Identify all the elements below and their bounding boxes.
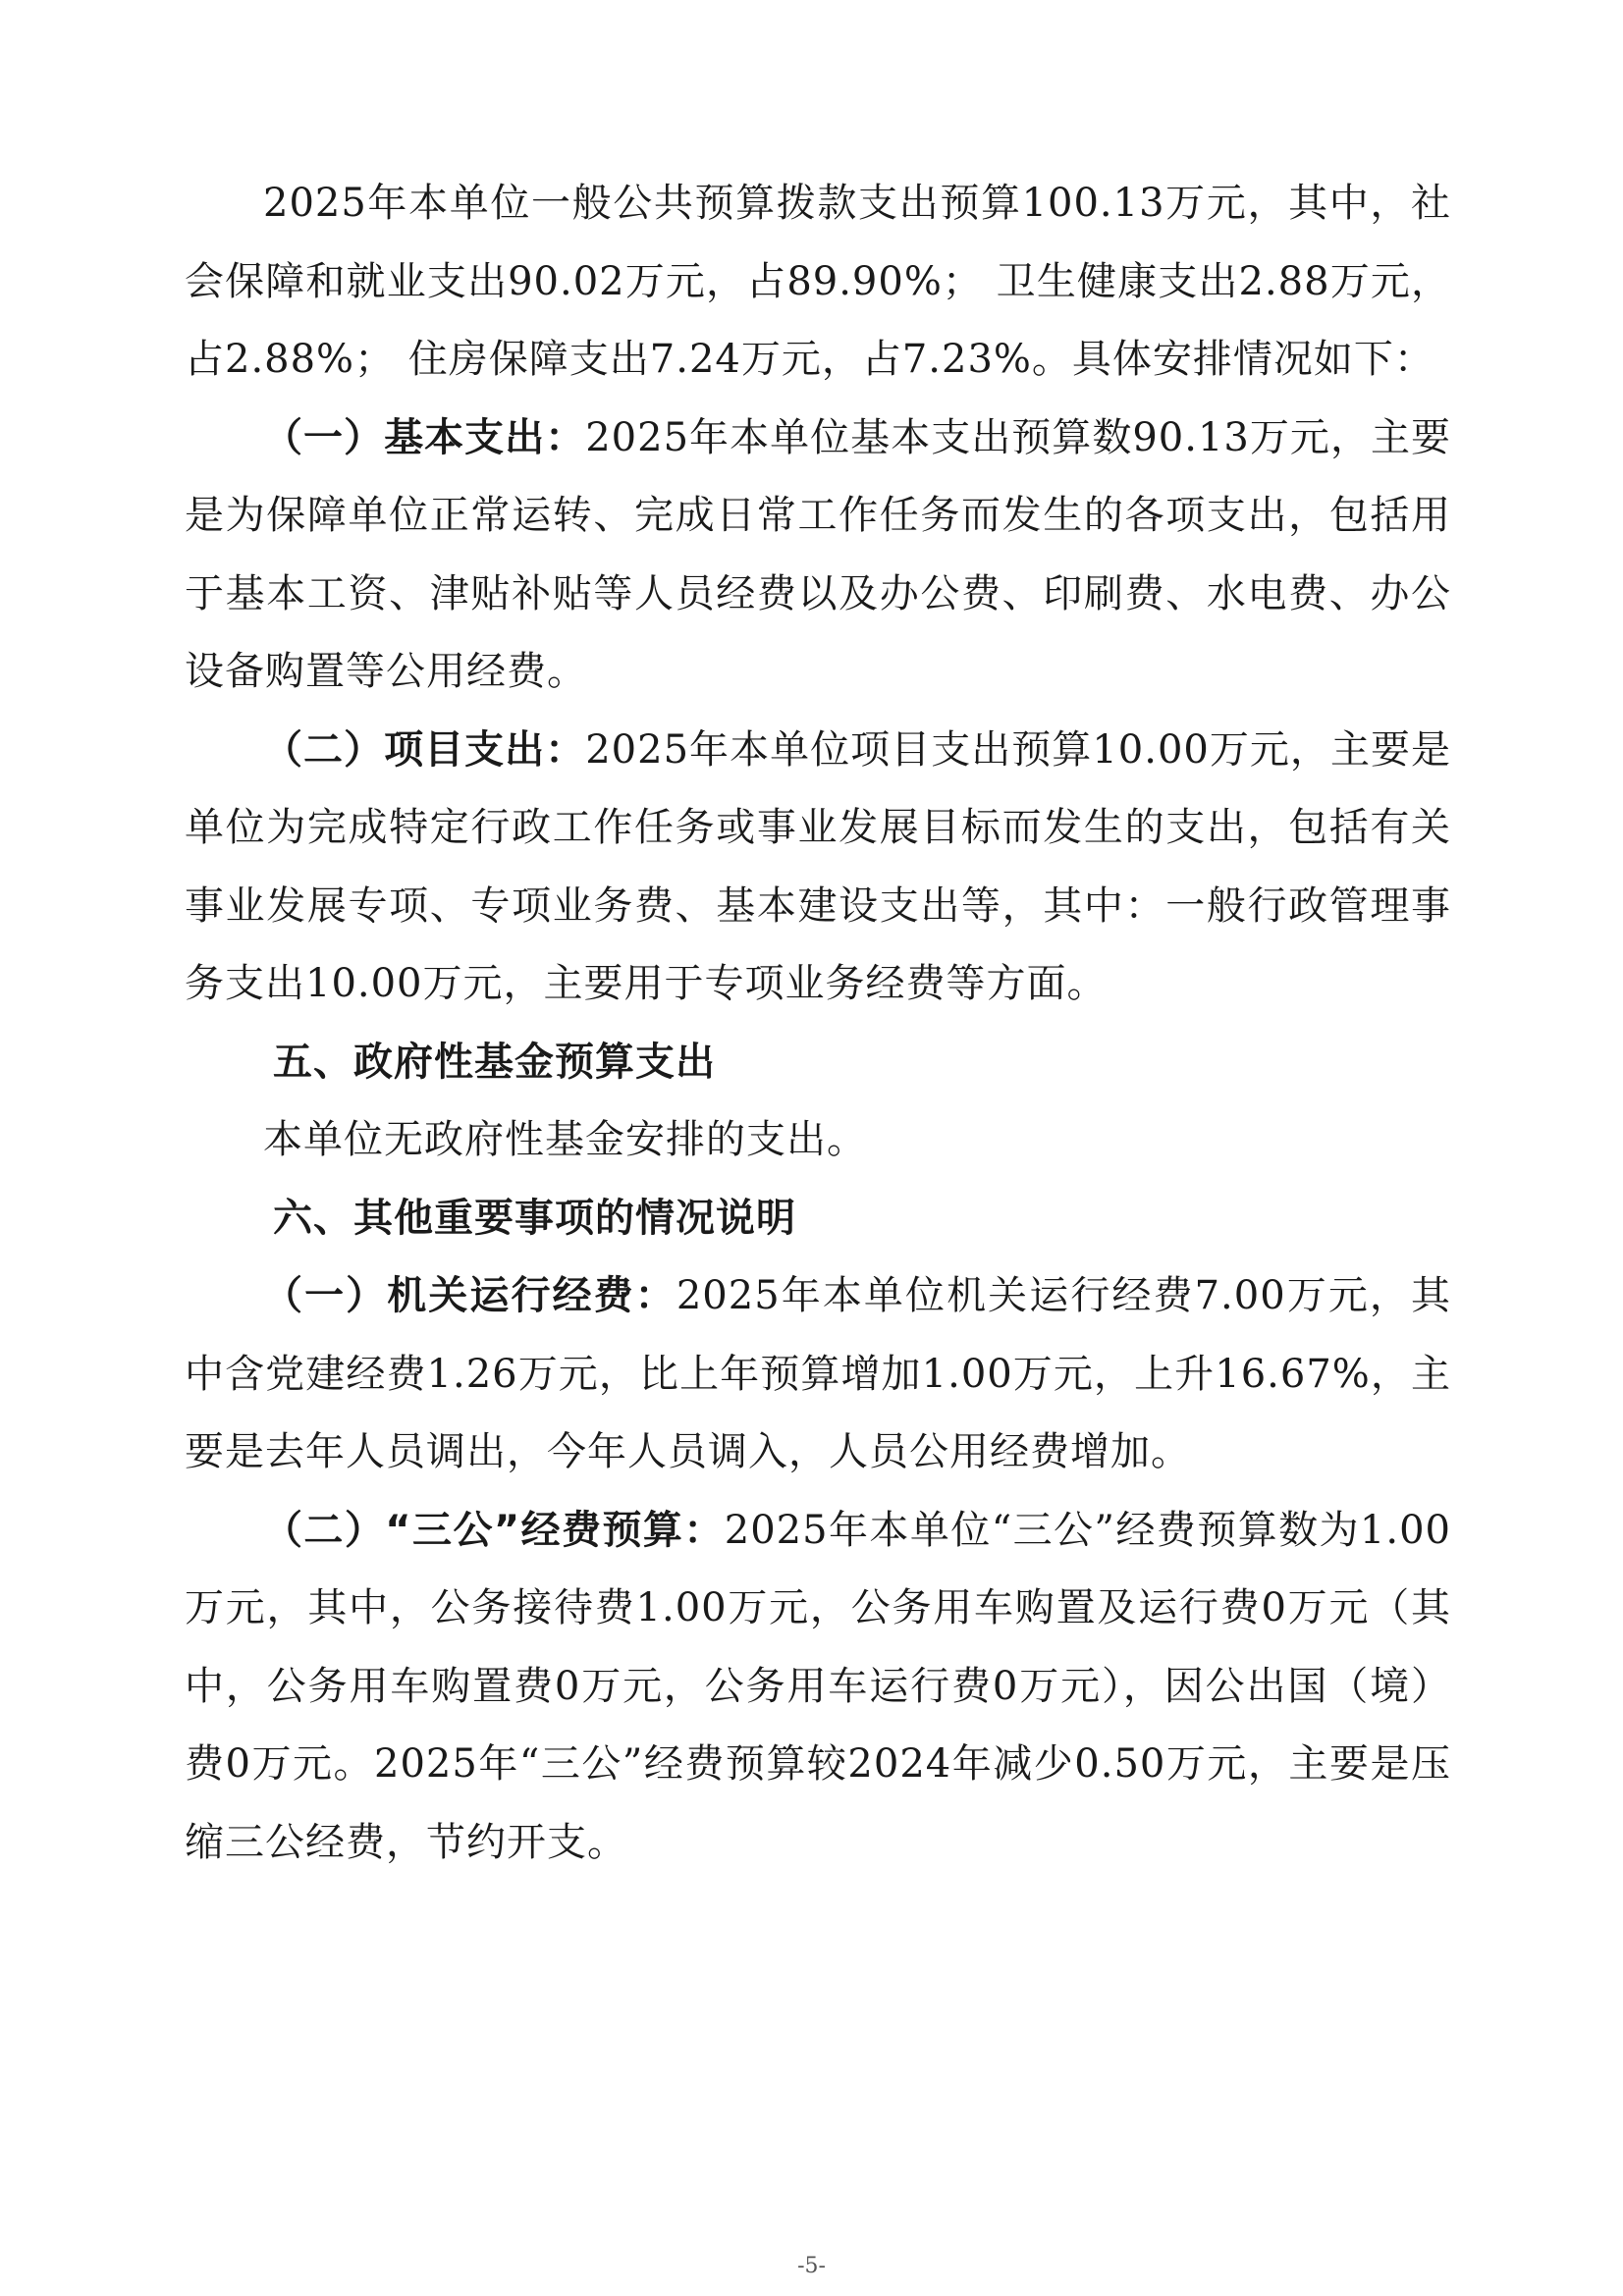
paragraph-three-public-funds	[185, 1492, 1451, 1883]
government-fund-text: 本单位无政府性基金安排的支出。	[263, 1117, 867, 1162]
three-public-funds-text: 2025年本单位“三公”经费预算数为1.00万元，其中，公务接待费1.00万元，公务用车购置及运行费0万元（其中，公务用车购置费0万元，公务用车运行费0万元），因公出国（境）费0万元。2025年“三公”经费预算较2024年减少0.50万元，主要是压缩三公经费，节约开支。	[185, 1507, 1451, 1865]
paragraph-project-expenditure	[185, 712, 1451, 1024]
page-number: -5-	[797, 2254, 826, 2278]
project-expenditure-heading: （二）项目支出：	[263, 726, 586, 773]
budget-summary-text: 2025年本单位一般公共预算拨款支出预算100.13万元，其中，社会保障和就业支出90.02万元，占89.90%； 卫生健康支出2.88万元，占2.88%； 住房保障支出7.24万元，占7.23%。具体安排情况如下：	[185, 181, 1451, 382]
operating-funds-text: 2025年本单位机关运行经费7.00万元，其中含党建经费1.26万元，比上年预算增加1.00万元，上升16.67%，主要是去年人员调出，今年人员调入，人员公用经费增加。	[185, 1273, 1452, 1474]
section-heading-government-fund: 五、政府性基金预算支出	[273, 1039, 716, 1085]
paragraph-operating-funds	[185, 1257, 1451, 1492]
project-expenditure-text: 2025年本单位项目支出预算10.00万元，主要是单位为完成特定行政工作任务或事业发展目标而发生的支出，包括有关事业发展专项、专项业务费、基本建设支出等，其中：一般行政管理事务支出10.00万元，主要用于专项业务经费等方面。	[185, 726, 1452, 1006]
document-body	[185, 165, 1451, 1882]
three-public-funds-heading: （二）“三公”经费预算：	[263, 1507, 725, 1553]
paragraph-basic-expenditure	[185, 400, 1451, 712]
paragraph-budget-summary	[185, 165, 1451, 400]
operating-funds-heading: （一）机关运行经费：	[263, 1273, 676, 1318]
basic-expenditure-text: 2025年本单位基本支出预算数90.13万元，主要是为保障单位正常运转、完成日常工作任务而发生的各项支出，包括用于基本工资、津贴补贴等人员经费以及办公费、印刷费、水电费、办公设备购置等公用经费。	[185, 414, 1452, 694]
basic-expenditure-heading: （一）基本支出：	[263, 414, 586, 460]
paragraph-government-fund	[185, 1101, 1451, 1180]
section-heading-other-matters: 六、其他重要事项的情况说明	[273, 1195, 796, 1241]
